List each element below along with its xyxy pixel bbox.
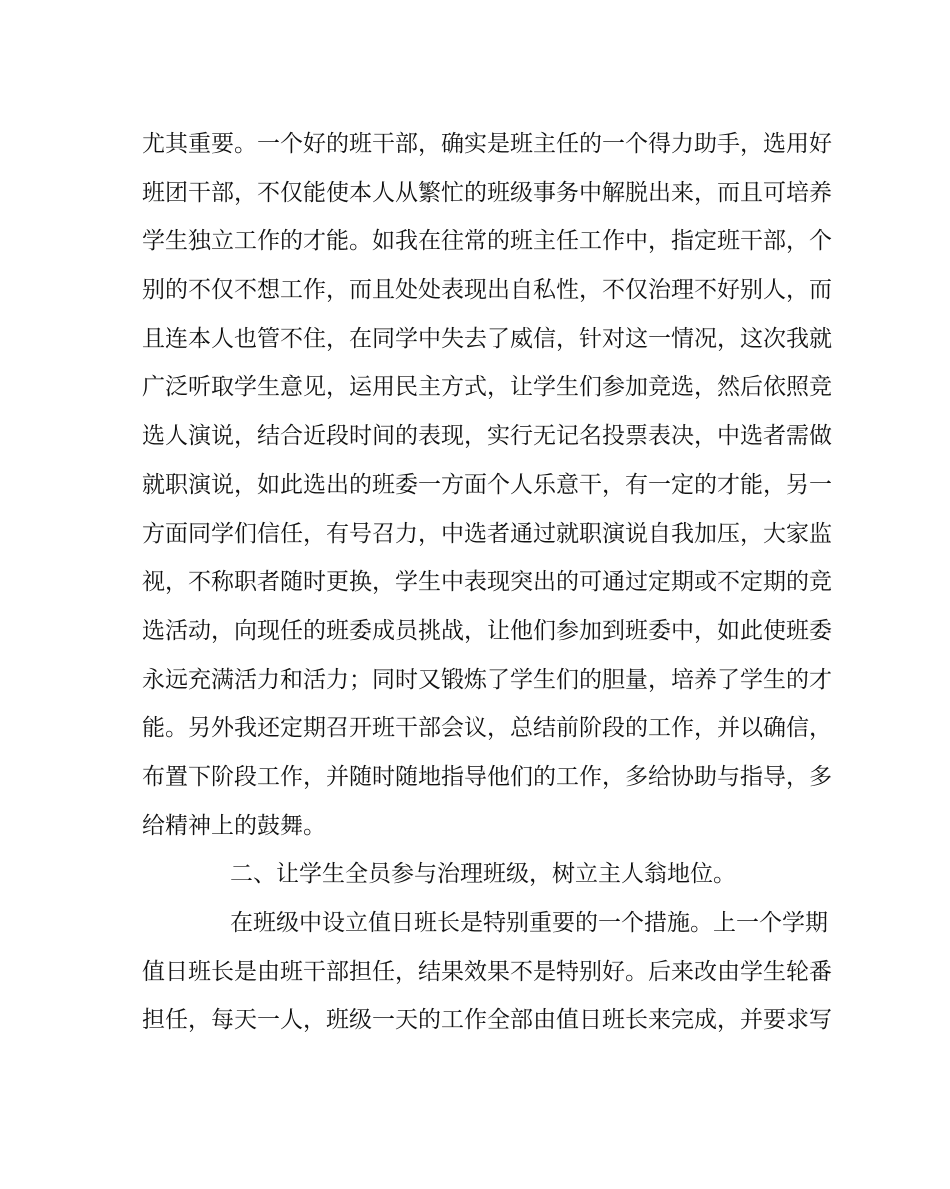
text-line: 方面同学们信任，有号召力，中选者通过就职演说自我加压，大家监 bbox=[142, 520, 832, 547]
body-text bbox=[142, 120, 832, 1045]
text-line: 学生独立工作的才能。如我在往常的班主任工作中，指定班干部，个 bbox=[142, 228, 832, 255]
text-line: 在班级中设立值日班长是特别重要的一个措施。上一个学期 bbox=[230, 910, 828, 936]
text-line: 视，不称职者随时更换，学生中表现突出的可通过定期或不定期的竞 bbox=[142, 569, 832, 596]
text-line: 选活动，向现任的班委成员挑战，让他们参加到班委中，如此使班委 bbox=[142, 617, 832, 644]
text-line: 广泛听取学生意见，运用民主方式，让学生们参加竞选，然后依照竞 bbox=[142, 374, 832, 401]
text-line: 给精神上的鼓舞。 bbox=[142, 812, 326, 839]
text-line: 就职演说，如此选出的班委一方面个人乐意干，有一定的才能，另一 bbox=[142, 471, 832, 498]
text-line: 担任，每天一人，班级一天的工作全部由值日班长来完成，并要求写 bbox=[142, 1007, 832, 1034]
text-line: 别的不仅不想工作，而且处处表现出自私性，不仅治理不好别人，而 bbox=[142, 277, 832, 304]
text-line: 值日班长是由班干部担任，结果效果不是特别好。后来改由学生轮番 bbox=[142, 958, 832, 985]
text-line: 尤其重要。一个好的班干部，确实是班主任的一个得力助手，选用好 bbox=[142, 131, 832, 157]
text-line: 且连本人也管不住，在同学中失去了威信，针对这一情况，这次我就 bbox=[142, 325, 832, 352]
section-heading: 二、让学生全员参与治理班级，树立主人翁地位。 bbox=[230, 861, 736, 888]
text-line: 永远充满活力和活力；同时又锻炼了学生们的胆量，培养了学生的才 bbox=[142, 666, 832, 693]
text-line: 班团干部，不仅能使本人从繁忙的班级事务中解脱出来，而且可培养 bbox=[142, 179, 832, 206]
text-line: 选人演说，结合近段时间的表现，实行无记名投票表决，中选者需做 bbox=[142, 423, 832, 450]
text-line: 布置下阶段工作，并随时随地指导他们的工作，多给协助与指导，多 bbox=[142, 763, 832, 790]
text-line: 能。另外我还定期召开班干部会议，总结前阶段的工作，并以确信， bbox=[142, 715, 832, 742]
